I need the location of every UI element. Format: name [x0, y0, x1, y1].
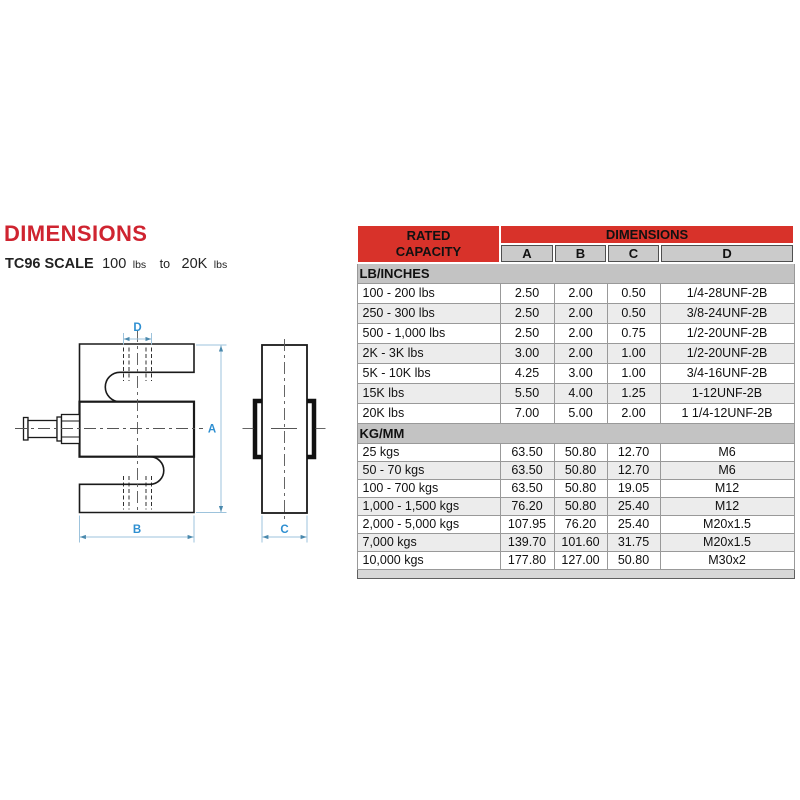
table-row: [357, 479, 794, 497]
table-row: [357, 383, 794, 403]
capacity-cell: 2,000 - 5,000 kgs: [357, 515, 500, 533]
dim-c-cell: 25.40: [607, 515, 660, 533]
dim-d-cell: 3/8-24UNF-2B: [660, 303, 794, 323]
capacity-cell: 7,000 kgs: [357, 533, 500, 551]
dim-b-cell: 2.00: [554, 323, 607, 343]
right-cover-plate: [307, 401, 314, 457]
left-cover-plate: [255, 401, 262, 457]
capacity-cell: 1,000 - 1,500 kgs: [357, 497, 500, 515]
capacity-cell: 100 - 700 kgs: [357, 479, 500, 497]
dim-a-cell: 63.50: [500, 443, 554, 461]
capacity-cell: 20K lbs: [357, 403, 500, 423]
dim-d-cell: M12: [660, 497, 794, 515]
product-subtitle: [5, 256, 227, 272]
dim-d-cell: 1-12UNF-2B: [660, 383, 794, 403]
dim-b-cell: 50.80: [554, 479, 607, 497]
table-row: [357, 323, 794, 343]
dim-c-cell: 2.00: [607, 403, 660, 423]
table-row: [357, 403, 794, 423]
dim-b-cell: 127.00: [554, 551, 607, 569]
column-header-d: D: [660, 244, 794, 263]
dim-b-cell: 50.80: [554, 497, 607, 515]
capacity-cell: 2K - 3K lbs: [357, 343, 500, 363]
section-row: [357, 423, 794, 443]
load-cell-drawing: [0, 300, 350, 560]
dim-d-cell: 1/2-20UNF-2B: [660, 323, 794, 343]
table-row: [357, 497, 794, 515]
dim-c-cell: 19.05: [607, 479, 660, 497]
dim-b-cell: 4.00: [554, 383, 607, 403]
dim-a-cell: 2.50: [500, 283, 554, 303]
dim-c-cell: 12.70: [607, 443, 660, 461]
rated-capacity-line2: CAPACITY: [395, 244, 462, 259]
dim-c-cell: 12.70: [607, 461, 660, 479]
dim-b-cell: 50.80: [554, 443, 607, 461]
dim-a-cell: 4.25: [500, 363, 554, 383]
section-header-cell: LB/INCHES: [357, 263, 794, 283]
dim-d-cell: M12: [660, 479, 794, 497]
capacity-cell: 25 kgs: [357, 443, 500, 461]
front-view: [15, 330, 203, 513]
middle-block: [80, 402, 195, 457]
dim-b-cell: 76.20: [554, 515, 607, 533]
table-row: [357, 443, 794, 461]
section-row: [357, 263, 794, 283]
capacity-cell: 500 - 1,000 lbs: [357, 323, 500, 343]
dim-a-cell: 5.50: [500, 383, 554, 403]
dim-c-cell: 0.50: [607, 303, 660, 323]
dim-c-cell: 1.00: [607, 363, 660, 383]
dim-a-cell: 63.50: [500, 479, 554, 497]
range-to-text: to: [159, 257, 171, 271]
dim-b-cell: 5.00: [554, 403, 607, 423]
dimensions-table: [356, 224, 795, 579]
capacity-min-unit: lbs: [132, 259, 147, 271]
dim-d-cell: 1/4-28UNF-2B: [660, 283, 794, 303]
page-title: DIMENSIONS: [4, 221, 148, 246]
capacity-max-unit: lbs: [213, 259, 228, 271]
dimension-d-label: D: [133, 322, 142, 334]
dim-d-cell: M30x2: [660, 551, 794, 569]
dimension-b: [80, 516, 195, 543]
dim-c-cell: 0.50: [607, 283, 660, 303]
dimension-c-label: C: [280, 524, 289, 536]
dim-a-cell: 2.50: [500, 303, 554, 323]
column-header-c: C: [607, 244, 660, 263]
dim-a-cell: 177.80: [500, 551, 554, 569]
table-row: [357, 461, 794, 479]
dim-a-cell: 3.00: [500, 343, 554, 363]
dim-a-cell: 107.95: [500, 515, 554, 533]
capacity-cell: 50 - 70 kgs: [357, 461, 500, 479]
table-row: [357, 303, 794, 323]
dim-d-cell: M20x1.5: [660, 515, 794, 533]
dim-a-cell: 63.50: [500, 461, 554, 479]
dimension-a-label: A: [207, 423, 217, 436]
dim-d-cell: M20x1.5: [660, 533, 794, 551]
dimension-b-label: B: [132, 524, 142, 536]
dim-b-cell: 3.00: [554, 363, 607, 383]
cable-connector: [24, 415, 80, 444]
dim-a-cell: 76.20: [500, 497, 554, 515]
table-row: [357, 533, 794, 551]
column-header-b: B: [554, 244, 607, 263]
table-row: [357, 283, 794, 303]
dim-b-cell: 2.00: [554, 283, 607, 303]
capacity-cell: 15K lbs: [357, 383, 500, 403]
dim-b-cell: 101.60: [554, 533, 607, 551]
capacity-cell: 250 - 300 lbs: [357, 303, 500, 323]
table-row: [357, 551, 794, 569]
dim-a-cell: 2.50: [500, 323, 554, 343]
rated-capacity-header: [357, 225, 500, 263]
dimensions-table-body: [357, 263, 794, 569]
capacity-max: 20K: [181, 256, 208, 272]
capacity-min: 100: [102, 256, 127, 272]
dim-c-cell: 31.75: [607, 533, 660, 551]
dim-b-cell: 50.80: [554, 461, 607, 479]
table-row: [357, 515, 794, 533]
dimensions-header: DIMENSIONS: [500, 225, 794, 244]
rated-capacity-line1: RATED: [406, 227, 451, 243]
dimension-c: [262, 516, 307, 543]
dim-d-cell: M6: [660, 443, 794, 461]
dim-d-cell: 3/4-16UNF-2B: [660, 363, 794, 383]
dim-c-cell: 50.80: [607, 551, 660, 569]
capacity-cell: 10,000 kgs: [357, 551, 500, 569]
dim-c-cell: 25.40: [607, 497, 660, 515]
dim-d-cell: M6: [660, 461, 794, 479]
section-header-cell: KG/MM: [357, 423, 794, 443]
capacity-cell: 100 - 200 lbs: [357, 283, 500, 303]
dim-a-cell: 7.00: [500, 403, 554, 423]
side-view: [243, 339, 326, 521]
dim-b-cell: 2.00: [554, 303, 607, 323]
dim-a-cell: 139.70: [500, 533, 554, 551]
dim-b-cell: 2.00: [554, 343, 607, 363]
dim-c-cell: 1.25: [607, 383, 660, 403]
capacity-cell: 5K - 10K lbs: [357, 363, 500, 383]
column-header-a: A: [500, 244, 554, 263]
model-name: TC96 SCALE: [5, 256, 94, 272]
table-footer-strip: [357, 569, 794, 578]
table-row: [357, 363, 794, 383]
dim-c-cell: 0.75: [607, 323, 660, 343]
dim-c-cell: 1.00: [607, 343, 660, 363]
dim-d-cell: 1 1/4-12UNF-2B: [660, 403, 794, 423]
table-row: [357, 343, 794, 363]
dim-d-cell: 1/2-20UNF-2B: [660, 343, 794, 363]
